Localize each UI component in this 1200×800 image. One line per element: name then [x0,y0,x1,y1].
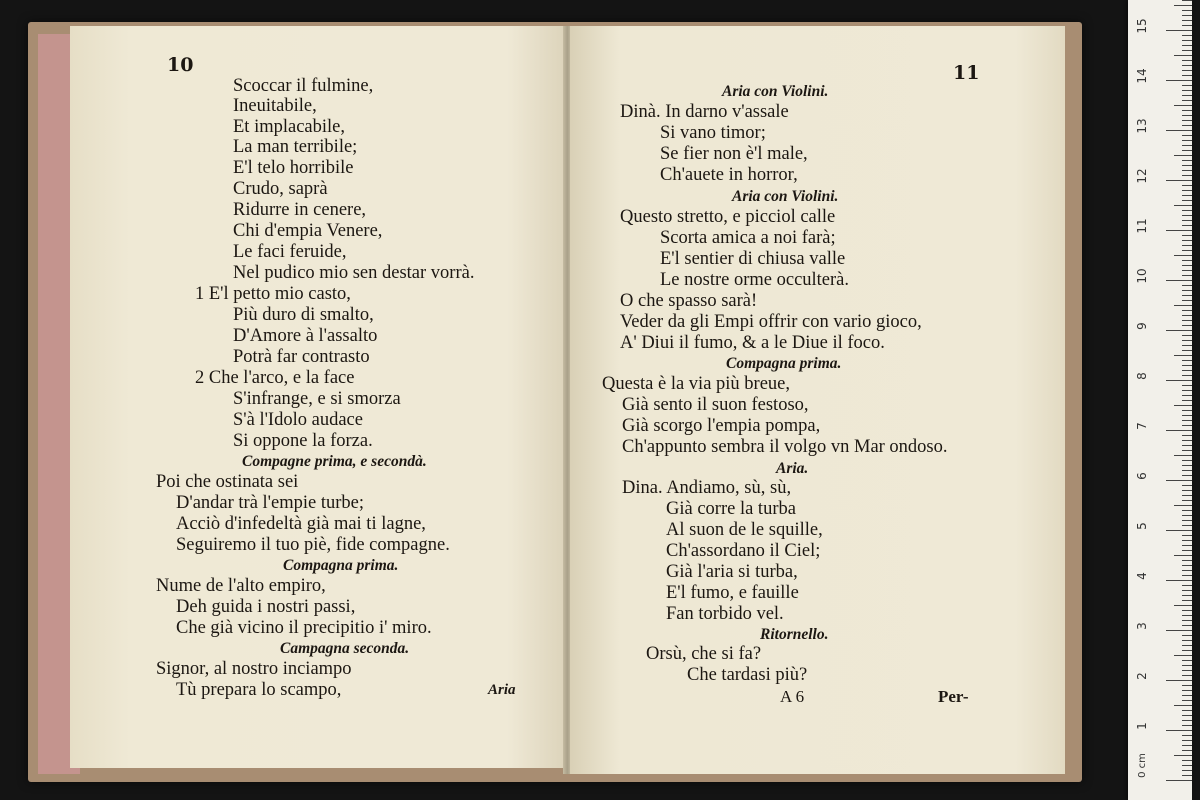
ruler-tick [1182,100,1192,101]
ruler-tick [1182,250,1192,251]
ruler-mark: 1 [1135,722,1149,730]
ruler-tick [1182,675,1192,676]
verse-line: Le nostre orme occulterà. [660,270,850,290]
ruler-mark: 9 [1135,322,1149,330]
ruler-tick [1182,390,1192,391]
verse-line: La man terribile; [233,137,358,157]
ruler-tick [1182,435,1192,436]
ruler-tick [1182,40,1192,41]
ruler-tick [1182,45,1192,46]
ruler-tick [1182,760,1192,761]
verse-line: D'andar trà l'empie turbe; [176,493,364,513]
ruler-tick [1182,540,1192,541]
ruler-tick [1166,30,1192,31]
ruler-tick [1182,475,1192,476]
ruler-tick [1182,170,1192,171]
left-page [70,26,567,768]
verse-line: S'à l'Idolo audace [233,410,363,430]
ruler-tick [1182,450,1192,451]
ruler-tick [1182,465,1192,466]
ruler-tick [1182,35,1192,36]
verse-line: Questa è la via più breue, [602,374,791,394]
ruler-tick [1182,460,1192,461]
verse-line: Scoccar il fulmine, [233,76,374,96]
signature-mark: A 6 [780,687,805,706]
ruler-tick [1182,260,1192,261]
ruler-tick [1182,575,1192,576]
verse-line: Et implacabile, [233,117,345,137]
ruler-mark: 2 [1135,672,1149,680]
ruler-tick [1182,525,1192,526]
ruler-tick [1182,365,1192,366]
verse-line: Ch'assordano il Ciel; [666,541,821,561]
ruler-mark: 10 [1135,268,1149,284]
ruler-mark: 3 [1135,622,1149,630]
verse-line: Che tardasi più? [687,665,808,685]
ruler-tick [1182,90,1192,91]
verse-line: Al suon de le squille, [666,520,823,540]
ruler-tick [1166,680,1192,681]
ruler-tick [1182,770,1192,771]
ruler-tick [1182,135,1192,136]
ruler-tick [1182,545,1192,546]
verse-line: Poi che ostinata sei [156,472,299,492]
verse-line: Già corre la turba [666,499,796,519]
ruler-tick [1182,345,1192,346]
ruler-tick [1182,360,1192,361]
ruler-tick [1182,15,1192,16]
ruler-tick [1182,0,1192,1]
ruler-tick [1182,485,1192,486]
ruler-tick [1182,410,1192,411]
ruler-tick [1182,470,1192,471]
ruler-tick [1174,5,1192,6]
verse-line: Le faci feruide, [233,242,347,262]
verse-line: Questo stretto, e picciol calle [620,207,836,227]
ruler-mark: 11 [1135,218,1149,234]
ruler-tick [1182,550,1192,551]
ruler-tick [1182,660,1192,661]
ruler-tick [1182,395,1192,396]
verse-line: Si vano timor; [660,123,766,143]
ruler-tick [1174,55,1192,56]
ruler-tick [1174,705,1192,706]
verse-line: Si oppone la forza. [233,431,373,451]
ruler-tick [1182,600,1192,601]
ruler-tick [1182,650,1192,651]
ruler-tick [1182,75,1192,76]
ruler-tick [1182,445,1192,446]
ruler-tick [1182,50,1192,51]
ruler-tick [1182,225,1192,226]
ruler-tick [1182,685,1192,686]
ruler-tick [1182,295,1192,296]
speaker-heading: Aria con Violini. [722,83,829,100]
ruler-tick [1182,300,1192,301]
ruler-tick [1166,80,1192,81]
speaker-heading: Compagne prima, e secondà. [242,453,427,470]
ruler-tick [1182,85,1192,86]
ruler-tick [1182,175,1192,176]
verse-line: Scorta amica a noi farà; [660,228,836,248]
verse-line: A' Diui il fumo, & a le Diue il foco. [620,333,885,353]
ruler-mark: 6 [1135,472,1149,480]
page-number: 10 [167,54,194,76]
ruler-tick [1182,145,1192,146]
ruler-tick [1182,310,1192,311]
ruler-mark: 8 [1135,372,1149,380]
ruler-tick [1182,710,1192,711]
ruler-tick [1182,325,1192,326]
verse-line: Più duro di smalto, [233,305,374,325]
ruler-tick [1174,505,1192,506]
verse-line: Orsù, che si fa? [646,644,762,664]
ruler-tick [1182,60,1192,61]
ruler-tick [1182,620,1192,621]
verse-line: Fan torbido vel. [666,604,784,624]
verse-line: Veder da gli Empi offrir con vario gioco, [620,312,922,332]
ruler-tick [1182,350,1192,351]
ruler-mark: 7 [1135,422,1149,430]
catchword: Per- [938,687,969,706]
ruler-tick [1182,215,1192,216]
verse-line: Già l'aria si turba, [666,562,798,582]
verse-line: Chi d'empia Venere, [233,221,383,241]
ruler-tick [1182,375,1192,376]
speaker-heading: Compagna prima. [726,355,842,372]
verse-line: E'l telo horribile [233,158,354,178]
ruler-mark: 12 [1135,168,1149,184]
ruler-tick [1182,265,1192,266]
verse-line: Se fier non è'l male, [660,144,808,164]
catchword: Aria [488,682,516,698]
ruler-tick [1182,160,1192,161]
ruler-tick [1182,425,1192,426]
verse-line: Potrà far contrasto [233,347,370,367]
ruler-tick [1182,595,1192,596]
ruler-tick [1166,730,1192,731]
verse-line: Tù prepara lo scampo, [176,680,342,700]
ruler-tick [1182,690,1192,691]
ruler-tick [1182,745,1192,746]
ruler-tick [1182,700,1192,701]
verse-line: E'l sentier di chiusa valle [660,249,846,269]
ruler-tick [1182,775,1192,776]
ruler-tick [1182,740,1192,741]
ruler-tick [1182,110,1192,111]
ruler-tick [1182,725,1192,726]
ruler-tick [1182,165,1192,166]
verse-line: Già scorgo l'empia pompa, [622,416,821,436]
ruler-tick [1182,150,1192,151]
verse-line: Signor, al nostro inciampo [156,659,352,679]
verse-line: Acciò d'infedeltà già mai ti lagne, [176,514,426,534]
ruler-tick [1166,230,1192,231]
ruler-tick [1182,190,1192,191]
verse-line: Ch'appunto sembra il volgo vn Mar ondoso. [622,437,948,457]
ruler-tick [1182,270,1192,271]
verse-line: Crudo, saprà [233,179,328,199]
ruler-tick [1166,380,1192,381]
ruler-tick [1182,20,1192,21]
ruler-tick [1174,755,1192,756]
ruler-tick [1182,490,1192,491]
ruler-mark: 4 [1135,572,1149,580]
verse-line: Nel pudico mio sen destar vorrà. [233,263,475,283]
ruler-tick [1182,560,1192,561]
verse-line: D'Amore à l'assalto [233,326,378,346]
verse-line: Già sento il suon festoso, [622,395,809,415]
right-page [570,26,1065,774]
ruler-tick [1182,275,1192,276]
ruler-tick [1182,520,1192,521]
ruler-tick [1182,290,1192,291]
ruler-tick [1182,220,1192,221]
ruler-mark: 14 [1135,68,1149,84]
ruler-mark: 15 [1135,18,1149,34]
ruler-tick [1182,570,1192,571]
ruler-tick [1182,185,1192,186]
ruler-tick [1182,115,1192,116]
ruler-tick [1182,565,1192,566]
ruler-tick [1166,630,1192,631]
ruler-tick [1182,715,1192,716]
ruler-tick [1182,70,1192,71]
ruler-mark: 13 [1135,118,1149,134]
speaker-heading: Aria. [776,460,809,477]
ruler-tick [1182,635,1192,636]
ruler-tick [1166,530,1192,531]
ruler-tick [1166,480,1192,481]
ruler-tick [1182,195,1192,196]
ruler-tick [1182,315,1192,316]
ruler-tick [1166,280,1192,281]
ruler-tick [1174,655,1192,656]
speaker-heading: Campagna seconda. [280,640,410,657]
ruler-tick [1166,130,1192,131]
ruler-tick [1182,695,1192,696]
verse-line: Ridurre in cenere, [233,200,367,220]
ruler-tick [1182,535,1192,536]
verse-line: Dinà. In darno v'assale [620,102,789,122]
verse-line: 1 E'l petto mio casto, [195,284,351,304]
ruler-tick [1174,405,1192,406]
ruler-tick [1182,415,1192,416]
ruler-tick [1182,500,1192,501]
speaker-heading: Aria con Violini. [732,188,839,205]
ruler-tick [1182,495,1192,496]
ruler-tick [1182,235,1192,236]
ruler-tick [1182,340,1192,341]
ruler-tick [1182,210,1192,211]
ruler-tick [1182,645,1192,646]
speaker-heading: Compagna prima. [283,557,399,574]
ruler-tick [1182,285,1192,286]
ruler-tick [1182,735,1192,736]
ruler-tick [1174,355,1192,356]
ruler-tick [1174,205,1192,206]
ruler-tick [1182,10,1192,11]
ruler-tick [1182,440,1192,441]
verse-line: Seguiremo il tuo piè, fide compagne. [176,535,450,555]
verse-line: Ch'auete in horror, [660,165,798,185]
ruler-tick [1182,765,1192,766]
measuring-ruler [1128,0,1192,800]
ruler-tick [1182,590,1192,591]
ruler-mark: 5 [1135,522,1149,530]
verse-line: E'l fumo, e fauille [666,583,799,603]
ruler-tick [1182,240,1192,241]
ruler-tick [1174,155,1192,156]
verse-line: Nume de l'alto empiro, [156,576,326,596]
ruler-tick [1182,665,1192,666]
page-number: 11 [953,62,980,84]
ruler-tick [1174,555,1192,556]
verse-line: Deh guida i nostri passi, [176,597,356,617]
ruler-tick [1166,330,1192,331]
ruler-unit: 0 cm [1136,753,1148,778]
ruler-tick [1182,335,1192,336]
ruler-tick [1174,455,1192,456]
ruler-tick [1174,255,1192,256]
verse-line: 2 Che l'arco, e la face [195,368,355,388]
ruler-tick [1182,510,1192,511]
ruler-tick [1182,120,1192,121]
ruler-tick [1174,305,1192,306]
ruler-tick [1182,625,1192,626]
verse-line: Ineuitabile, [233,96,317,116]
ruler-tick [1182,25,1192,26]
ruler-tick [1174,605,1192,606]
verse-line: Che già vicino il precipitio i' miro. [176,618,432,638]
ruler-tick [1182,320,1192,321]
ruler-tick [1182,585,1192,586]
ruler-tick [1182,610,1192,611]
ruler-tick [1182,370,1192,371]
ruler-tick [1182,200,1192,201]
ruler-tick [1182,615,1192,616]
ruler-tick [1182,65,1192,66]
ruler-tick [1182,385,1192,386]
ruler-tick [1166,430,1192,431]
ruler-tick [1182,140,1192,141]
ruler-tick [1182,670,1192,671]
speaker-heading: Ritornello. [760,626,829,643]
ruler-tick [1166,580,1192,581]
ruler-tick [1166,780,1192,781]
ruler-tick [1166,180,1192,181]
verse-line: O che spasso sarà! [620,291,758,311]
ruler-tick [1182,640,1192,641]
ruler-tick [1182,245,1192,246]
ruler-tick [1182,720,1192,721]
ruler-tick [1174,105,1192,106]
ruler-tick [1182,420,1192,421]
ruler-tick [1182,95,1192,96]
verse-line: Dina. Andiamo, sù, sù, [622,478,792,498]
ruler-tick [1182,750,1192,751]
verse-line: S'infrange, e si smorza [233,389,401,409]
ruler-tick [1182,400,1192,401]
ruler-tick [1182,125,1192,126]
ruler-tick [1182,515,1192,516]
